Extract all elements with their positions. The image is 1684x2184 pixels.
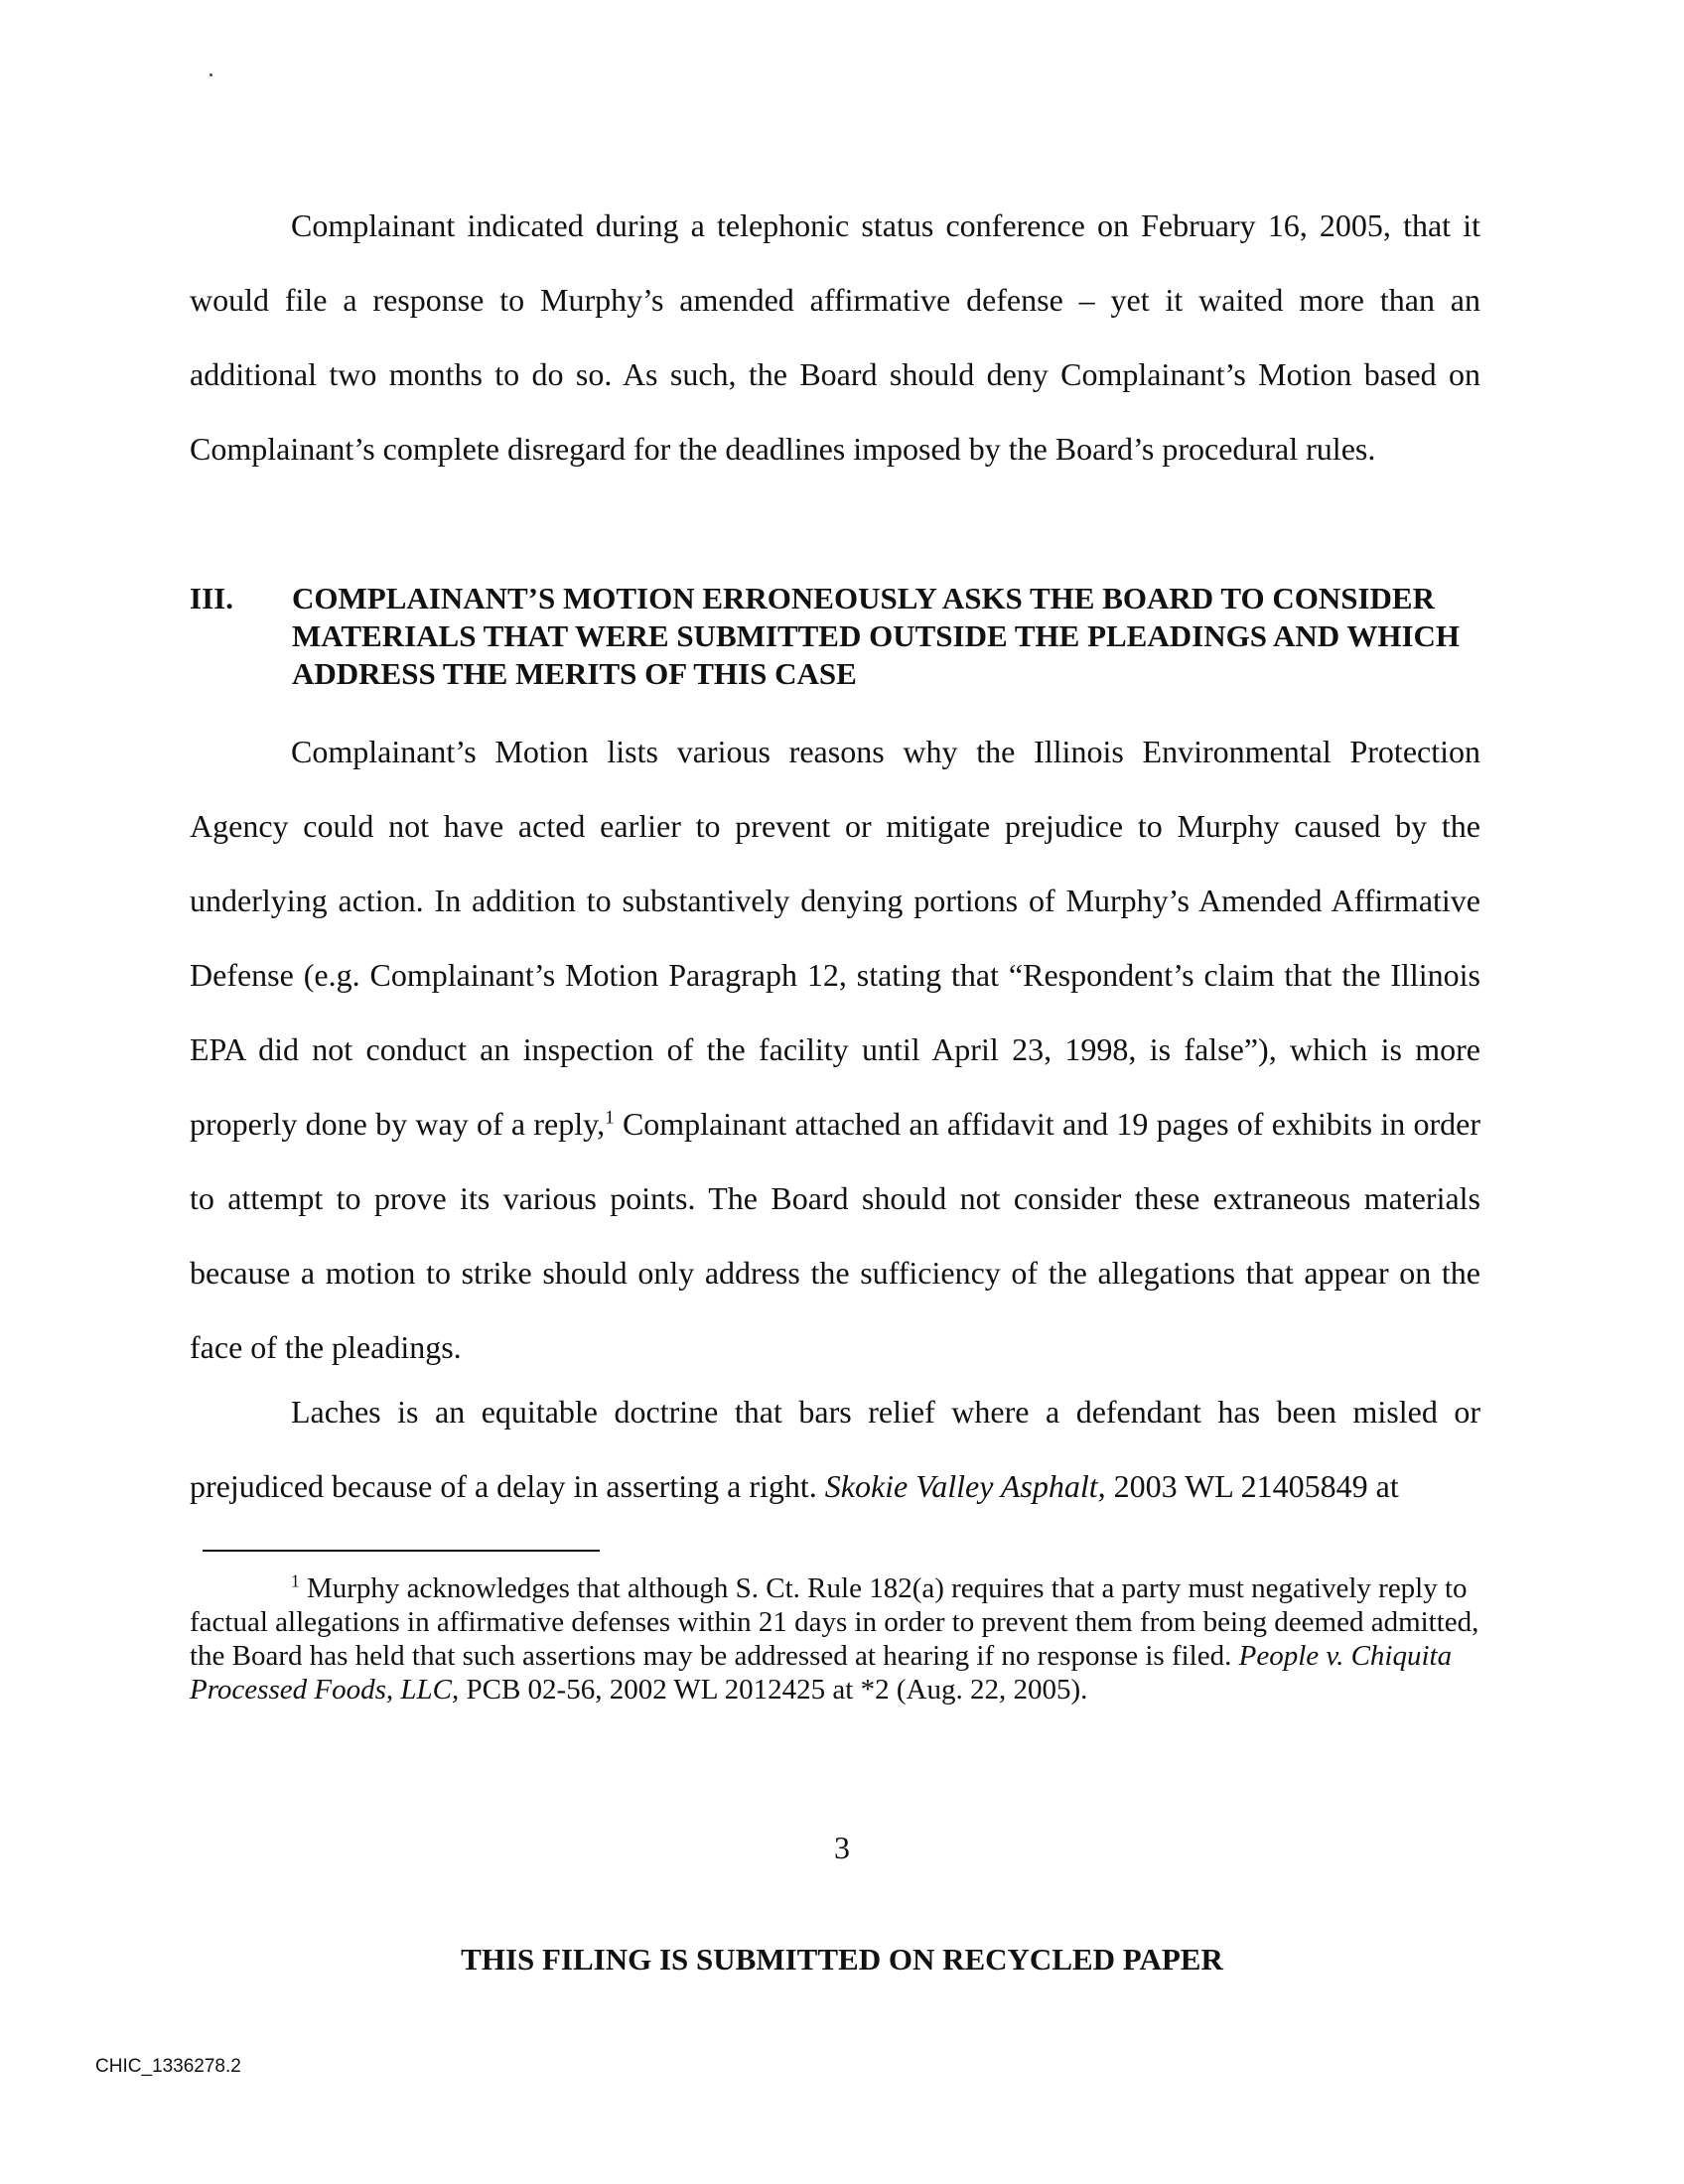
paragraph-delay-argument	[190, 189, 1480, 486]
case-citation: Skokie Valley Asphalt,	[824, 1468, 1106, 1504]
footnote-reference: 1	[605, 1107, 615, 1129]
footnote-text: PCB 02-56, 2002 WL 2012425 at *2 (Aug. 22, 2005).	[459, 1674, 1088, 1706]
paragraph-laches	[190, 1375, 1480, 1524]
paragraph-text-part: Laches is an equitable doctrine that bars relief where a defendant has been misled or prejudiced because of a delay in asserting a right.	[190, 1394, 1480, 1504]
footnote-case-citation: People v. Chiquita Processed Foods, LLC,	[190, 1640, 1453, 1706]
footnote-marker: 1	[291, 1570, 300, 1591]
paragraph-text: Complainant indicated during a telephonic status conference on February 16, 2005, that it would file a response to Murphy’s amended affirmative defense – yet it waited more than an additional two months to do so. As such, the Board should deny Complainant’s Motion based on Complainant’s complete disregard for the deadlines imposed by the Board’s procedural rules.	[190, 207, 1480, 467]
section-number: III.	[190, 581, 233, 615]
page-number: 3	[834, 1830, 850, 1865]
scan-speck	[210, 73, 212, 76]
paragraph-text-part: 2003 WL 21405849 at	[1105, 1468, 1399, 1504]
paragraph-text	[190, 715, 1480, 1385]
document-id: CHIC_1336278.2	[95, 2056, 241, 2077]
paragraph-text-part: Complainant’s Motion lists various reasons why the Illinois Environmental Protection Agency could not have acted earlier to prevent or mitigate prejudice to Murphy caused by the underlying action. In addition to substantively denying portions of Murphy’s Amended Affirmative Defense (e.g. Complainant’s Motion Paragraph 12, stating that “Respondent’s claim that the Illinois EPA did not conduct an inspection of the facility until April 23, 1998, is false”), which is more properly done by way of a reply,	[190, 734, 1480, 1142]
footnote	[190, 1571, 1480, 1706]
paragraph-extraneous-materials	[190, 715, 1480, 1385]
recycled-paper-banner: THIS FILING IS SUBMITTED ON RECYCLED PAPER	[461, 1942, 1223, 1977]
footnote-divider	[203, 1550, 600, 1552]
footnote-text: Murphy acknowledges that although S. Ct. Rule 182(a) requires that a party must negatively reply to factual allegations in affirmative defenses within 21 days in order to prevent them from being deemed admitted, the Board has held that such assertions may be addressed at hearing if no response is filed.	[190, 1572, 1479, 1672]
section-heading	[190, 580, 1480, 693]
paragraph-text-part: Complainant attached an affidavit and 19 pages of exhibits in order to attempt to prove its various points. The Board should not consider these extraneous materials because a motion to strike should only address the sufficiency of the allegations that appear on the face of the pleadings.	[190, 1106, 1481, 1365]
paragraph-text	[190, 1375, 1480, 1524]
section-title: COMPLAINANT’S MOTION ERRONEOUSLY ASKS THE BOARD TO CONSIDER MATERIALS THAT WERE SUBMITTED OUTSIDE THE PLEADINGS AND WHICH ADDRESS THE MERITS OF THIS CASE	[292, 581, 1461, 691]
